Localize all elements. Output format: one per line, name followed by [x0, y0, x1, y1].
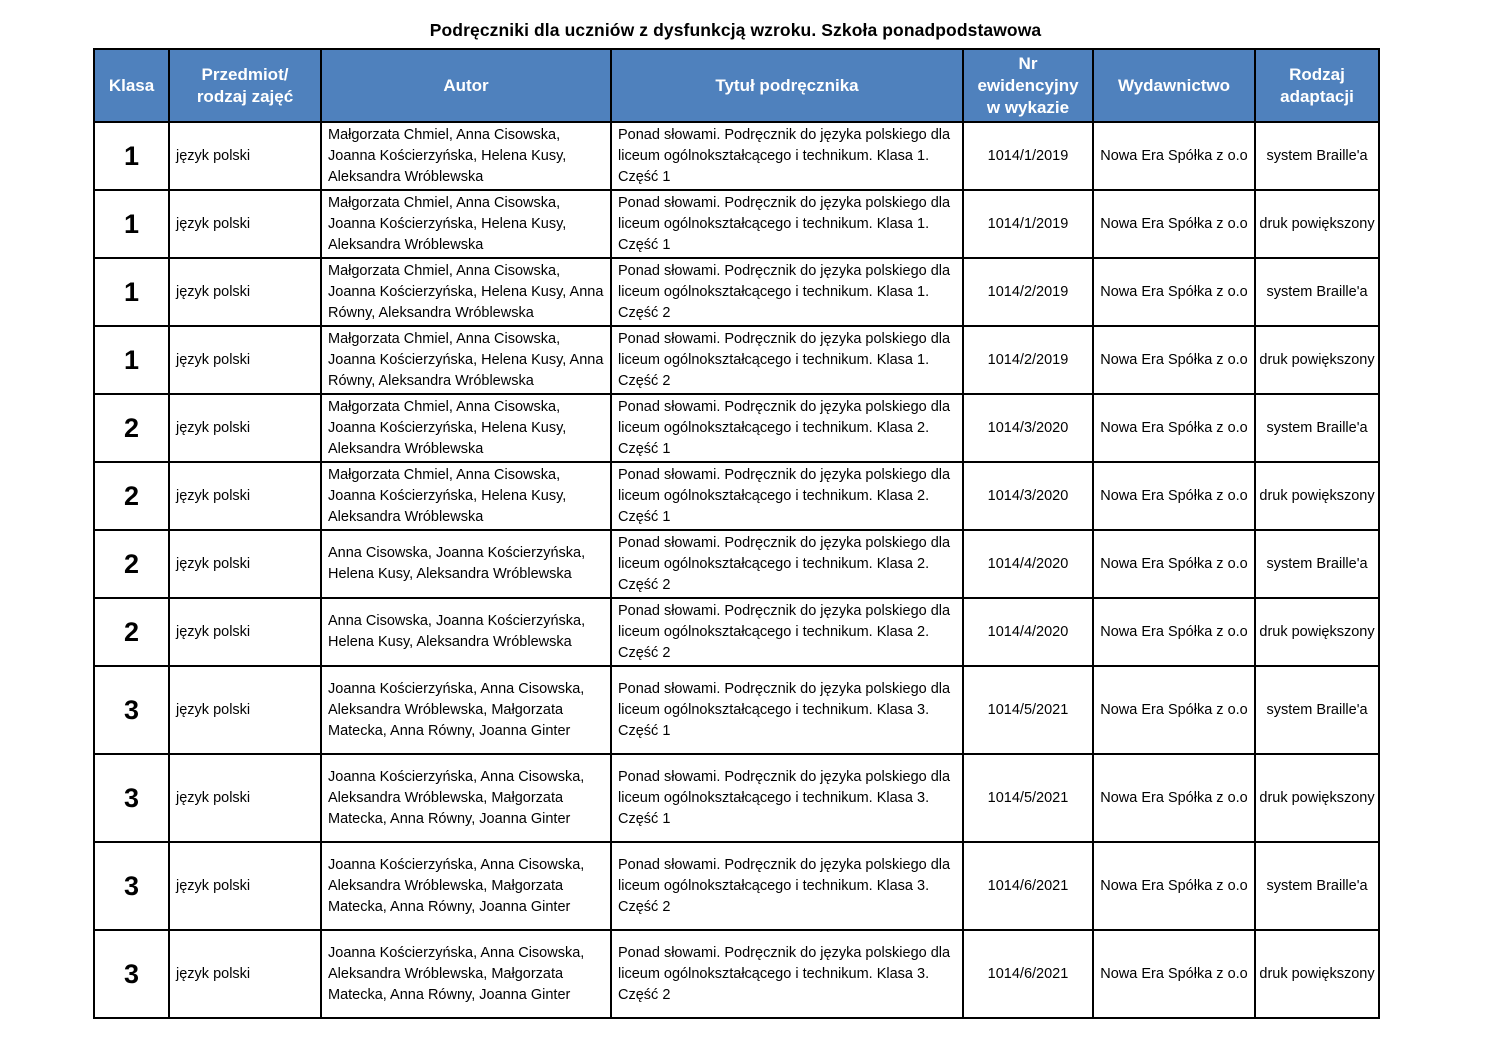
cell-adaptacja: system Braille'a — [1255, 258, 1379, 326]
cell-tytul: Ponad słowami. Podręcznik do języka polskiego dla liceum ogólnokształcącego i technikum. Klasa 1. Część 2 — [611, 258, 963, 326]
table-row — [94, 190, 1379, 258]
cell-klasa: 1 — [94, 326, 169, 394]
cell-tytul: Ponad słowami. Podręcznik do języka polskiego dla liceum ogólnokształcącego i technikum. Klasa 2. Część 2 — [611, 598, 963, 666]
cell-wydawnictwo: Nowa Era Spółka z o.o — [1093, 122, 1255, 190]
cell-adaptacja: druk powiększony — [1255, 462, 1379, 530]
header-row — [94, 49, 1379, 122]
table-row — [94, 842, 1379, 930]
cell-autor: Małgorzata Chmiel, Anna Cisowska, Joanna Kościerzyńska, Helena Kusy, Anna Równy, Aleksandra Wróblewska — [321, 326, 611, 394]
column-header-tytul: Tytuł podręcznika — [611, 49, 963, 122]
cell-autor: Joanna Kościerzyńska, Anna Cisowska, Aleksandra Wróblewska, Małgorzata Matecka, Anna Równy, Joanna Ginter — [321, 754, 611, 842]
cell-tytul: Ponad słowami. Podręcznik do języka polskiego dla liceum ogólnokształcącego i technikum. Klasa 3. Część 1 — [611, 754, 963, 842]
table-row — [94, 394, 1379, 462]
cell-autor: Małgorzata Chmiel, Anna Cisowska, Joanna Kościerzyńska, Helena Kusy, Aleksandra Wróblewska — [321, 462, 611, 530]
cell-przedmiot: język polski — [169, 462, 321, 530]
cell-tytul: Ponad słowami. Podręcznik do języka polskiego dla liceum ogólnokształcącego i technikum. Klasa 1. Część 1 — [611, 122, 963, 190]
table-row — [94, 598, 1379, 666]
cell-klasa: 2 — [94, 394, 169, 462]
cell-klasa: 3 — [94, 842, 169, 930]
cell-wydawnictwo: Nowa Era Spółka z o.o — [1093, 462, 1255, 530]
cell-tytul: Ponad słowami. Podręcznik do języka polskiego dla liceum ogólnokształcącego i technikum. Klasa 2. Część 1 — [611, 462, 963, 530]
cell-tytul: Ponad słowami. Podręcznik do języka polskiego dla liceum ogólnokształcącego i technikum. Klasa 3. Część 2 — [611, 930, 963, 1018]
cell-tytul: Ponad słowami. Podręcznik do języka polskiego dla liceum ogólnokształcącego i technikum. Klasa 3. Część 2 — [611, 842, 963, 930]
textbooks-table — [93, 48, 1380, 1019]
cell-nr: 1014/1/2019 — [963, 190, 1093, 258]
cell-wydawnictwo: Nowa Era Spółka z o.o — [1093, 754, 1255, 842]
cell-wydawnictwo: Nowa Era Spółka z o.o — [1093, 930, 1255, 1018]
cell-nr: 1014/3/2020 — [963, 394, 1093, 462]
cell-przedmiot: język polski — [169, 190, 321, 258]
cell-klasa: 2 — [94, 598, 169, 666]
column-header-przedmiot: Przedmiot/ rodzaj zajęć — [169, 49, 321, 122]
cell-tytul: Ponad słowami. Podręcznik do języka polskiego dla liceum ogólnokształcącego i technikum. Klasa 2. Część 1 — [611, 394, 963, 462]
cell-tytul: Ponad słowami. Podręcznik do języka polskiego dla liceum ogólnokształcącego i technikum. Klasa 3. Część 1 — [611, 666, 963, 754]
cell-przedmiot: język polski — [169, 598, 321, 666]
cell-przedmiot: język polski — [169, 394, 321, 462]
cell-klasa: 2 — [94, 530, 169, 598]
cell-nr: 1014/4/2020 — [963, 598, 1093, 666]
cell-autor: Małgorzata Chmiel, Anna Cisowska, Joanna Kościerzyńska, Helena Kusy, Aleksandra Wróblewska — [321, 122, 611, 190]
cell-tytul: Ponad słowami. Podręcznik do języka polskiego dla liceum ogólnokształcącego i technikum. Klasa 2. Część 2 — [611, 530, 963, 598]
cell-nr: 1014/6/2021 — [963, 842, 1093, 930]
cell-autor: Małgorzata Chmiel, Anna Cisowska, Joanna Kościerzyńska, Helena Kusy, Aleksandra Wróblewska — [321, 394, 611, 462]
cell-wydawnictwo: Nowa Era Spółka z o.o — [1093, 258, 1255, 326]
cell-przedmiot: język polski — [169, 930, 321, 1018]
table-header — [94, 49, 1379, 122]
cell-klasa: 3 — [94, 930, 169, 1018]
table-row — [94, 462, 1379, 530]
cell-wydawnictwo: Nowa Era Spółka z o.o — [1093, 598, 1255, 666]
cell-klasa: 1 — [94, 190, 169, 258]
cell-autor: Małgorzata Chmiel, Anna Cisowska, Joanna Kościerzyńska, Helena Kusy, Anna Równy, Aleksandra Wróblewska — [321, 258, 611, 326]
cell-przedmiot: język polski — [169, 754, 321, 842]
cell-nr: 1014/4/2020 — [963, 530, 1093, 598]
cell-adaptacja: druk powiększony — [1255, 754, 1379, 842]
cell-adaptacja: system Braille'a — [1255, 530, 1379, 598]
cell-klasa: 1 — [94, 122, 169, 190]
cell-wydawnictwo: Nowa Era Spółka z o.o — [1093, 842, 1255, 930]
cell-adaptacja: system Braille'a — [1255, 122, 1379, 190]
cell-wydawnictwo: Nowa Era Spółka z o.o — [1093, 394, 1255, 462]
cell-wydawnictwo: Nowa Era Spółka z o.o — [1093, 190, 1255, 258]
cell-wydawnictwo: Nowa Era Spółka z o.o — [1093, 530, 1255, 598]
column-header-autor: Autor — [321, 49, 611, 122]
cell-tytul: Ponad słowami. Podręcznik do języka polskiego dla liceum ogólnokształcącego i technikum. Klasa 1. Część 1 — [611, 190, 963, 258]
cell-przedmiot: język polski — [169, 842, 321, 930]
cell-nr: 1014/1/2019 — [963, 122, 1093, 190]
cell-nr: 1014/2/2019 — [963, 258, 1093, 326]
column-header-klasa: Klasa — [94, 49, 169, 122]
cell-adaptacja: druk powiększony — [1255, 930, 1379, 1018]
cell-klasa: 3 — [94, 666, 169, 754]
cell-przedmiot: język polski — [169, 666, 321, 754]
page-title: Podręczniki dla uczniów z dysfunkcją wzroku. Szkoła ponadpodstawowa — [429, 20, 1042, 40]
table-row — [94, 258, 1379, 326]
cell-nr: 1014/3/2020 — [963, 462, 1093, 530]
table-row — [94, 754, 1379, 842]
cell-adaptacja: druk powiększony — [1255, 598, 1379, 666]
cell-przedmiot: język polski — [169, 530, 321, 598]
cell-autor: Anna Cisowska, Joanna Kościerzyńska, Helena Kusy, Aleksandra Wróblewska — [321, 598, 611, 666]
cell-wydawnictwo: Nowa Era Spółka z o.o — [1093, 326, 1255, 394]
cell-nr: 1014/2/2019 — [963, 326, 1093, 394]
column-header-adaptacja: Rodzaj adaptacji — [1255, 49, 1379, 122]
cell-autor: Małgorzata Chmiel, Anna Cisowska, Joanna Kościerzyńska, Helena Kusy, Aleksandra Wróblewska — [321, 190, 611, 258]
cell-nr: 1014/5/2021 — [963, 754, 1093, 842]
cell-adaptacja: system Braille'a — [1255, 394, 1379, 462]
column-header-wydawnictwo: Wydawnictwo — [1093, 49, 1255, 122]
cell-tytul: Ponad słowami. Podręcznik do języka polskiego dla liceum ogólnokształcącego i technikum. Klasa 1. Część 2 — [611, 326, 963, 394]
cell-klasa: 3 — [94, 754, 169, 842]
cell-adaptacja: system Braille'a — [1255, 842, 1379, 930]
cell-adaptacja: druk powiększony — [1255, 326, 1379, 394]
cell-autor: Joanna Kościerzyńska, Anna Cisowska, Aleksandra Wróblewska, Małgorzata Matecka, Anna Równy, Joanna Ginter — [321, 666, 611, 754]
cell-przedmiot: język polski — [169, 258, 321, 326]
table-row — [94, 122, 1379, 190]
cell-przedmiot: język polski — [169, 326, 321, 394]
cell-adaptacja: druk powiększony — [1255, 190, 1379, 258]
table-row — [94, 930, 1379, 1018]
table-body — [94, 122, 1379, 1018]
cell-autor: Anna Cisowska, Joanna Kościerzyńska, Helena Kusy, Aleksandra Wróblewska — [321, 530, 611, 598]
cell-nr: 1014/6/2021 — [963, 930, 1093, 1018]
table-row — [94, 530, 1379, 598]
cell-nr: 1014/5/2021 — [963, 666, 1093, 754]
cell-przedmiot: język polski — [169, 122, 321, 190]
table-row — [94, 666, 1379, 754]
column-header-nr: Nr ewidencyjny w wykazie — [963, 49, 1093, 122]
cell-klasa: 1 — [94, 258, 169, 326]
cell-adaptacja: system Braille'a — [1255, 666, 1379, 754]
cell-klasa: 2 — [94, 462, 169, 530]
table-row — [94, 326, 1379, 394]
cell-autor: Joanna Kościerzyńska, Anna Cisowska, Aleksandra Wróblewska, Małgorzata Matecka, Anna Równy, Joanna Ginter — [321, 930, 611, 1018]
cell-wydawnictwo: Nowa Era Spółka z o.o — [1093, 666, 1255, 754]
cell-autor: Joanna Kościerzyńska, Anna Cisowska, Aleksandra Wróblewska, Małgorzata Matecka, Anna Równy, Joanna Ginter — [321, 842, 611, 930]
